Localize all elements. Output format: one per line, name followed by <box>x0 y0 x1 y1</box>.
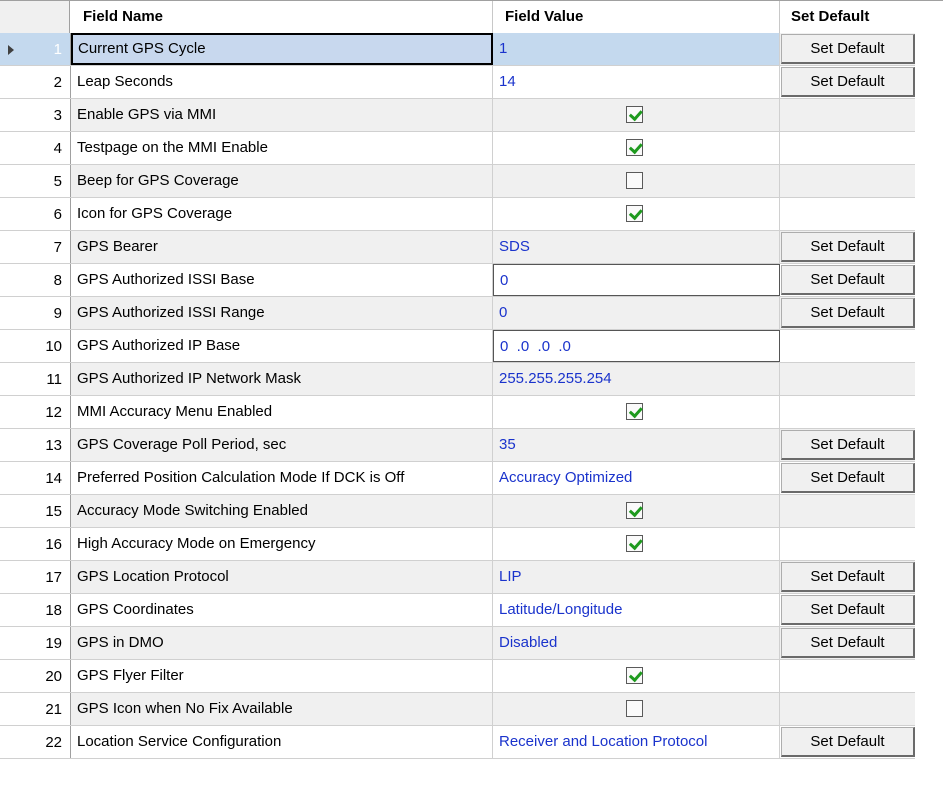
field-value-checkbox[interactable] <box>626 139 643 156</box>
field-value-checkbox-cell[interactable] <box>493 528 780 560</box>
row-number: 14 <box>45 470 62 487</box>
set-default-cell <box>780 429 915 461</box>
field-name-cell[interactable] <box>71 264 493 296</box>
row-number: 16 <box>45 536 62 553</box>
field-value-cell[interactable] <box>493 330 780 362</box>
field-name-cell[interactable] <box>71 693 493 725</box>
row-header[interactable] <box>0 330 71 362</box>
field-value-checkbox[interactable] <box>626 667 643 684</box>
field-value: Accuracy Optimized <box>499 469 633 486</box>
table-row[interactable] <box>0 528 915 561</box>
row-number: 17 <box>45 569 62 586</box>
field-name-cell[interactable] <box>71 660 493 692</box>
field-name: Enable GPS via MMI <box>77 106 217 123</box>
table-row[interactable] <box>0 198 915 231</box>
header-field-value[interactable]: Field Value <box>493 1 780 33</box>
field-value: LIP <box>499 568 522 585</box>
set-default-cell <box>780 231 915 263</box>
table-row[interactable] <box>0 594 915 627</box>
field-value-cell[interactable] <box>493 297 780 329</box>
row-header[interactable] <box>0 561 71 593</box>
set-default-cell <box>780 66 915 98</box>
set-default-button[interactable]: Set Default <box>781 463 915 493</box>
field-name: High Accuracy Mode on Emergency <box>77 535 316 552</box>
field-value-checkbox-cell[interactable] <box>493 495 780 527</box>
field-name-cell[interactable] <box>71 561 493 593</box>
checkmark-icon <box>629 140 643 154</box>
field-name: Beep for GPS Coverage <box>77 172 239 189</box>
field-name-cell[interactable] <box>71 66 493 98</box>
row-header[interactable] <box>0 594 71 626</box>
field-value-checkbox[interactable] <box>626 700 643 717</box>
field-value-checkbox[interactable] <box>626 205 643 222</box>
row-number: 12 <box>45 404 62 421</box>
row-number: 18 <box>45 602 62 619</box>
field-name: Icon for GPS Coverage <box>77 205 233 222</box>
table-row[interactable] <box>0 33 915 66</box>
set-default-cell <box>780 264 915 296</box>
set-default-cell <box>780 99 915 131</box>
row-number: 11 <box>46 371 62 388</box>
row-number: 8 <box>53 272 62 289</box>
row-header[interactable] <box>0 198 71 230</box>
field-value: 255.255.255.254 <box>499 370 612 387</box>
row-number: 7 <box>53 239 62 256</box>
field-value-cell[interactable] <box>493 363 780 395</box>
field-value: Disabled <box>499 634 558 651</box>
field-value-cell[interactable] <box>493 429 780 461</box>
row-header[interactable] <box>0 363 71 395</box>
table-row[interactable] <box>0 231 915 264</box>
field-name: GPS Authorized ISSI Range <box>77 304 265 321</box>
set-default-button[interactable]: Set Default <box>781 298 915 328</box>
field-name: Current GPS Cycle <box>78 40 206 57</box>
field-value-cell[interactable] <box>493 264 780 296</box>
set-default-cell <box>780 627 915 659</box>
field-value-checkbox-cell[interactable] <box>493 396 780 428</box>
row-number: 5 <box>53 173 62 190</box>
table-row[interactable] <box>0 726 915 759</box>
field-name-cell[interactable] <box>71 627 493 659</box>
table-row[interactable] <box>0 561 915 594</box>
row-number: 20 <box>45 668 62 685</box>
row-number: 13 <box>45 437 62 454</box>
field-name: GPS in DMO <box>77 634 164 651</box>
row-number: 10 <box>45 338 62 355</box>
table-row[interactable] <box>0 66 915 99</box>
set-default-cell <box>780 693 915 725</box>
field-name-cell[interactable] <box>71 363 493 395</box>
field-value-cell[interactable] <box>493 594 780 626</box>
set-default-button[interactable]: Set Default <box>781 430 915 460</box>
table-row[interactable] <box>0 165 915 198</box>
field-name: Leap Seconds <box>77 73 173 90</box>
field-value: 0 .0 .0 .0 <box>500 338 571 355</box>
grid-body <box>0 33 915 759</box>
row-header[interactable] <box>0 297 71 329</box>
field-value: 0 <box>499 304 508 321</box>
field-name: GPS Coverage Poll Period, sec <box>77 436 287 453</box>
field-value: 14 <box>499 73 516 90</box>
header-field-name[interactable]: Field Name <box>71 1 493 33</box>
row-number: 9 <box>53 305 62 322</box>
field-value-cell[interactable] <box>493 231 780 263</box>
set-default-button[interactable]: Set Default <box>781 232 915 262</box>
field-name: GPS Bearer <box>77 238 158 255</box>
table-row[interactable] <box>0 429 915 462</box>
field-value-cell[interactable] <box>493 462 780 494</box>
row-number: 6 <box>53 206 62 223</box>
field-name-cell[interactable] <box>71 495 493 527</box>
set-default-cell <box>780 462 915 494</box>
field-name: GPS Flyer Filter <box>77 667 184 684</box>
table-row[interactable] <box>0 99 915 132</box>
header-corner[interactable] <box>0 1 70 33</box>
table-row[interactable] <box>0 297 915 330</box>
row-number: 4 <box>53 140 62 157</box>
field-name-cell[interactable] <box>71 99 493 131</box>
table-row[interactable] <box>0 627 915 660</box>
table-row[interactable] <box>0 132 915 165</box>
row-header[interactable] <box>0 231 71 263</box>
field-name-cell[interactable] <box>71 132 493 164</box>
field-value-cell[interactable] <box>493 561 780 593</box>
checkmark-icon <box>629 536 643 550</box>
field-value-checkbox-cell[interactable] <box>493 99 780 131</box>
field-name: GPS Authorized IP Network Mask <box>77 370 301 387</box>
set-default-cell <box>780 660 915 692</box>
set-default-cell <box>780 330 915 362</box>
field-value-cell[interactable] <box>493 66 780 98</box>
set-default-cell <box>780 528 915 560</box>
row-header[interactable] <box>0 66 71 98</box>
checkmark-icon <box>629 503 643 517</box>
set-default-cell <box>780 726 915 758</box>
field-value-cell[interactable] <box>493 33 780 65</box>
checkmark-icon <box>629 206 643 220</box>
field-value-checkbox[interactable] <box>626 502 643 519</box>
field-name: GPS Authorized ISSI Base <box>77 271 255 288</box>
set-default-cell <box>780 495 915 527</box>
set-default-button[interactable]: Set Default <box>781 628 915 658</box>
field-value-cell[interactable] <box>493 726 780 758</box>
set-default-cell <box>780 198 915 230</box>
table-row[interactable] <box>0 495 915 528</box>
row-header[interactable] <box>0 396 71 428</box>
row-header[interactable] <box>0 693 71 725</box>
row-number: 19 <box>45 635 62 652</box>
table-row[interactable] <box>0 264 915 297</box>
row-header[interactable] <box>0 264 71 296</box>
field-name: GPS Coordinates <box>77 601 194 618</box>
field-name-cell[interactable] <box>71 528 493 560</box>
row-header[interactable] <box>0 726 71 758</box>
grid-header <box>0 1 915 33</box>
table-row[interactable] <box>0 660 915 693</box>
field-name-cell[interactable] <box>71 33 493 65</box>
row-header[interactable] <box>0 165 71 197</box>
field-name-cell[interactable] <box>71 330 493 362</box>
row-header[interactable] <box>0 528 71 560</box>
field-name-cell[interactable] <box>71 231 493 263</box>
set-default-cell <box>780 363 915 395</box>
field-value-checkbox-cell[interactable] <box>493 165 780 197</box>
row-header[interactable] <box>0 660 71 692</box>
field-name: GPS Icon when No Fix Available <box>77 700 293 717</box>
field-name-cell[interactable] <box>71 165 493 197</box>
set-default-button[interactable]: Set Default <box>781 595 915 625</box>
row-number: 15 <box>45 503 62 520</box>
row-number: 21 <box>45 701 62 718</box>
current-row-arrow-icon <box>8 45 14 55</box>
table-row[interactable] <box>0 396 915 429</box>
field-value-checkbox[interactable] <box>626 535 643 552</box>
set-default-button[interactable]: Set Default <box>781 562 915 592</box>
set-default-cell <box>780 297 915 329</box>
field-name: GPS Location Protocol <box>77 568 229 585</box>
field-value-checkbox-cell[interactable] <box>493 198 780 230</box>
row-number: 2 <box>53 74 62 91</box>
set-default-cell <box>780 594 915 626</box>
header-set-default[interactable]: Set Default <box>791 8 870 25</box>
row-header[interactable] <box>0 33 71 65</box>
table-row[interactable] <box>0 462 915 495</box>
field-value-checkbox[interactable] <box>626 403 643 420</box>
set-default-cell <box>780 561 915 593</box>
field-name-cell[interactable] <box>71 396 493 428</box>
field-value-cell[interactable] <box>493 627 780 659</box>
field-value-checkbox[interactable] <box>626 172 643 189</box>
field-value-checkbox-cell[interactable] <box>493 132 780 164</box>
table-row[interactable] <box>0 693 915 726</box>
row-header[interactable] <box>0 429 71 461</box>
field-name: MMI Accuracy Menu Enabled <box>77 403 273 420</box>
row-header[interactable] <box>0 627 71 659</box>
field-name: Accuracy Mode Switching Enabled <box>77 502 308 519</box>
row-number: 3 <box>53 107 62 124</box>
field-name-cell[interactable] <box>71 594 493 626</box>
field-value: 0 <box>500 272 509 289</box>
set-default-button[interactable]: Set Default <box>781 727 915 757</box>
field-value: 1 <box>499 40 508 57</box>
field-value: Latitude/Longitude <box>499 601 623 618</box>
set-default-button[interactable]: Set Default <box>781 34 915 64</box>
row-number: 1 <box>53 41 62 58</box>
row-header[interactable] <box>0 462 71 494</box>
row-header[interactable] <box>0 495 71 527</box>
field-value: 35 <box>499 436 516 453</box>
set-default-cell <box>780 132 915 164</box>
set-default-cell <box>780 396 915 428</box>
field-name-cell[interactable] <box>71 726 493 758</box>
row-header[interactable] <box>0 99 71 131</box>
field-value-checkbox[interactable] <box>626 106 643 123</box>
field-name: Testpage on the MMI Enable <box>77 139 268 156</box>
checkmark-icon <box>629 668 643 682</box>
field-value-checkbox-cell[interactable] <box>493 660 780 692</box>
field-name-cell[interactable] <box>71 297 493 329</box>
field-value-checkbox-cell[interactable] <box>493 693 780 725</box>
field-value: Receiver and Location Protocol <box>499 733 708 750</box>
table-row[interactable] <box>0 363 915 396</box>
field-value: SDS <box>499 238 530 255</box>
set-default-cell <box>780 33 915 65</box>
checkmark-icon <box>629 404 643 418</box>
set-default-button[interactable]: Set Default <box>781 67 915 97</box>
field-name-cell[interactable] <box>71 429 493 461</box>
field-name-cell[interactable] <box>71 462 493 494</box>
field-name: Location Service Configuration <box>77 733 282 750</box>
field-name: GPS Authorized IP Base <box>77 337 241 354</box>
set-default-button[interactable]: Set Default <box>781 265 915 295</box>
field-name: Preferred Position Calculation Mode If DCK is Off <box>77 469 405 486</box>
row-number: 22 <box>45 734 62 751</box>
set-default-cell <box>780 165 915 197</box>
table-row[interactable] <box>0 330 915 363</box>
checkmark-icon <box>629 107 643 121</box>
row-header[interactable] <box>0 132 71 164</box>
field-name-cell[interactable] <box>71 198 493 230</box>
